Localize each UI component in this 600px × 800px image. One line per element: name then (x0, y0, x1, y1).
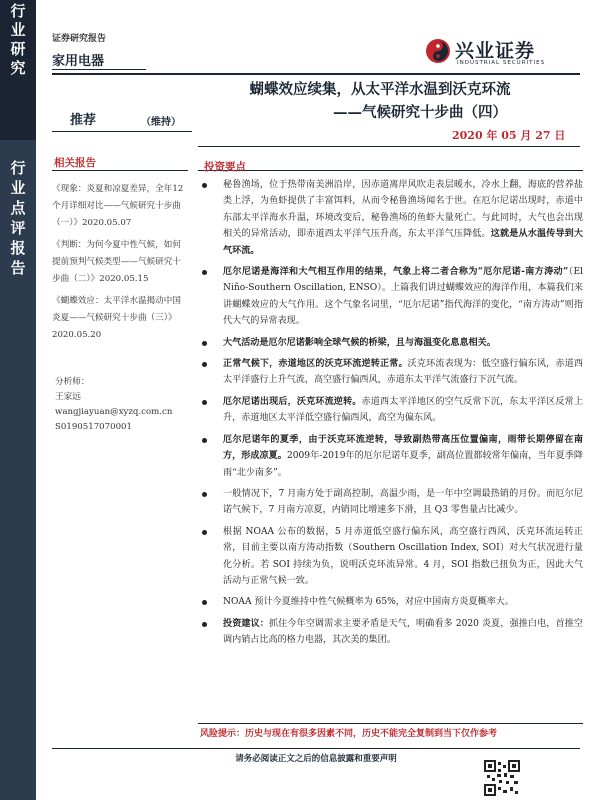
bullet-list (198, 177, 583, 649)
bullet-item: 大气活动是厄尔尼诺影响全球气候的桥梁，且与海温变化息息相关。 (198, 335, 583, 351)
disclaimer-footer: 请务必阅读正文之后的信息披露和重要声明 (235, 754, 397, 764)
risk-rule (198, 723, 583, 724)
bullet-dot-icon (202, 438, 207, 443)
bullet-dot-icon (202, 530, 207, 535)
bullet-item: 厄尔尼诺年的夏季，由于沃克环流逆转，导致副热带高压位置偏南，雨带长期停留在南方，形成凉夏。2009年-2019年的厄尔尼诺年夏季，副高位置都较常年偏南，当年夏季降雨“北少南多”。 (198, 432, 583, 481)
analyst-name: 王家远 (55, 392, 81, 402)
header-rule (52, 73, 580, 75)
report-title: 蝴蝶效应续集，从太平洋水温到沃克环流 (249, 81, 511, 98)
related-item[interactable]: 《蝴蝶效应：太平洋水温揭动中国炎夏——气候研究十步曲（三）》2020.05.20 (52, 296, 181, 340)
rating-status: （维持） (141, 117, 181, 128)
rating-label: 推荐 (70, 113, 97, 128)
industry-underline (52, 69, 146, 70)
rating-underline (52, 131, 192, 132)
report-type: 证券研究报告 (52, 34, 107, 44)
report-date: 2020 年 05 月 27 日 (452, 129, 566, 142)
bullet-item: 正常气候下，赤道地区的沃克环流逆转正常。沃克环流表现为：低空盛行偏东风，赤道西太平洋盛行上升气流，高空盛行偏西风，赤道东太平洋气流盛行下沉气流。 (198, 356, 583, 389)
analyst-cert: S0190517070001 (55, 422, 132, 432)
bullet-dot-icon (202, 341, 207, 346)
related-item[interactable]: 《判断：为何今夏中性气候，如何提前预判气候类型——气候研究十步曲（二）》2020.05.15 (52, 240, 181, 284)
analyst-info (55, 375, 187, 435)
related-heading: 相关报告 (52, 155, 188, 171)
related-item[interactable]: 《现象：炎夏和凉夏差异，全年12个月详细对比——气候研究十步曲（一）》2020.05.07 (52, 184, 184, 228)
investment-points-heading: 投资要点 (204, 161, 246, 173)
date-rule (198, 146, 580, 147)
investment-points-heading-bar (198, 150, 583, 171)
bullet-item: NOAA 预计今夏维持中性气候概率为 65%，对应中国南方炎夏概率大。 (198, 594, 583, 610)
industry-name: 家用电器 (52, 54, 105, 69)
bullet-item: 根据 NOAA 公布的数据，5 月赤道低空盛行偏东风，高空盛行西风，沃克环流运转正常，目前主要以南方涛动指数（Southern Oscillation Index, SOI）对大气状况进行量化分析。若 SOI 持续为负，说明沃克环流异常。4 月，SOI 指数已扭负为正，因此大气活动与正常气候一致。 (198, 524, 583, 590)
side-label-top: 行业研究 (10, 2, 26, 77)
bullet-dot-icon (202, 362, 207, 367)
risk-warning: 风险提示：历史与现在有很多因素不同，历史不能完全复制到当下仅作参考 (200, 729, 498, 739)
bullet-item: 厄尔尼诺是海洋和大气相互作用的结果，气象上将二者合称为“厄尔尼诺-南方涛动”（El Niño-Southern Oscillation, ENSO）。上篇我们讲过蝴蝶效应的海洋作用，本篇我们来讲蝴蝶效应的大气作用。这个气象名词里，“厄尔尼诺”指代海洋的变化，“南方涛动”则指代大气的异常表现。 (198, 264, 583, 330)
investment-points (198, 150, 583, 654)
related-reports (52, 155, 188, 349)
bullet-item: 一般情况下，7 月南方处于副高控制，高温少雨，是一年中空调最热销的月份。而厄尔尼诺气候下，7 月南方凉夏，内销同比增速多下滑，且 Q3 零售量占比减少。 (198, 486, 583, 519)
bullet-dot-icon (202, 270, 207, 275)
company-logo (425, 36, 575, 72)
bullet-item: 厄尔尼诺出现后，沃克环流逆转。赤道西太平洋地区的空气反常下沉，东太平洋区反常上升，赤道地区太平洋低空盛行偏西风，高空为偏东风。 (198, 394, 583, 427)
bullet-dot-icon (202, 600, 207, 605)
logo-icon (425, 38, 451, 64)
analyst-label: 分析师： (55, 377, 90, 387)
bullet-item: 秘鲁渔场，位于热带南美洲沿岸，因赤道离岸风吹走表层暖水，冷水上翻，海底的营养盐类上浮，为鱼虾提供了丰富饵料，从而令秘鲁渔场闻名于世。在厄尔尼诺出现时，赤道中东部太平洋海水升温，环境改变后，秘鲁渔场的鱼虾大量死亡。与此同时，大气也会出现相关的异常活动，即赤道西太平洋气压升高，东太平洋气压降低。这就是从水温传导到大气环流。 (198, 177, 583, 259)
bullet-dot-icon (202, 400, 207, 405)
logo-text-cn: 兴业证券 (455, 40, 536, 62)
report-subtitle: ——气候研究十步曲（四） (333, 104, 507, 121)
analyst-email[interactable]: wangjiayuan@xyzq.com.cn (55, 407, 173, 417)
side-label-bottom: 行业点评报告 (10, 159, 26, 277)
bullet-item: 投资建议：抓住今年空调需求主要矛盾是天气，明确看多 2020 炎夏，强推白电，首推空调内销占比高的格力电器，其次美的集团。 (198, 616, 583, 649)
qr-code-icon (484, 760, 520, 796)
side-band (0, 0, 36, 800)
logo-text-en: INDUSTRIAL SECURITIES (457, 60, 546, 66)
bullet-dot-icon (202, 622, 207, 627)
related-list (52, 181, 188, 344)
footer-rule (52, 748, 580, 749)
bullet-dot-icon (202, 492, 207, 497)
bullet-dot-icon (202, 183, 207, 188)
